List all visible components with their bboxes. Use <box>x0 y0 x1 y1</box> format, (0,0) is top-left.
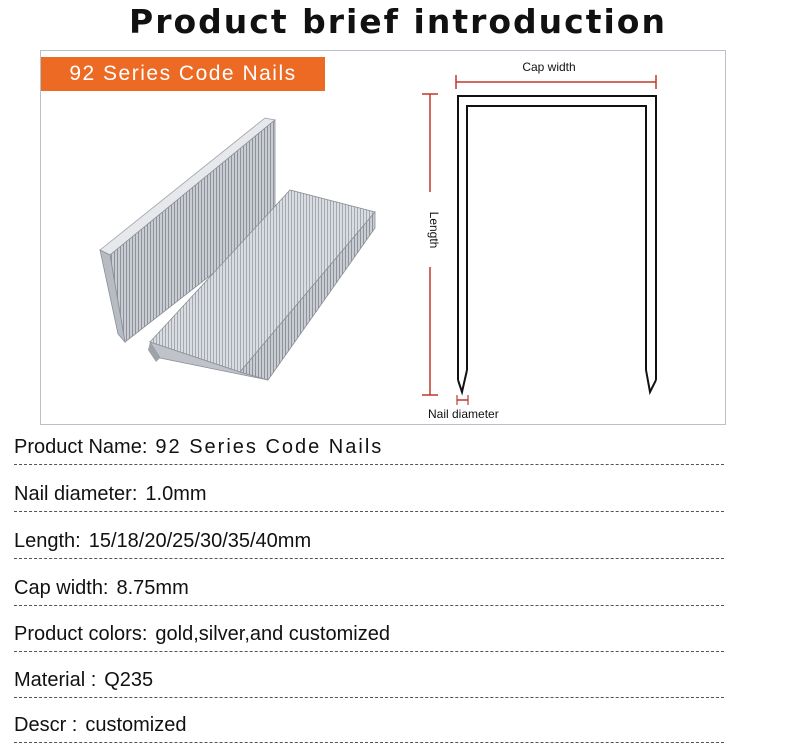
staple-dimension-diagram <box>410 52 710 422</box>
spec-value: 1.0mm <box>145 483 207 505</box>
spec-value: 8.75mm <box>116 577 189 599</box>
spec-label: Cap width: <box>14 577 109 599</box>
cap-width-dimension <box>456 60 656 89</box>
spec-value: 92 Series Code Nails <box>155 436 384 458</box>
spec-label: Product Name: <box>14 436 148 458</box>
spec-value: customized <box>85 714 187 736</box>
spec-value: 15/18/20/25/30/35/40mm <box>88 530 312 552</box>
spec-row-description <box>14 714 724 743</box>
length-label: Length <box>427 211 441 249</box>
cap-width-label: Cap width <box>522 60 576 74</box>
spec-row-product-name <box>14 436 724 465</box>
spec-label: Descr : <box>14 714 78 736</box>
staple-strips-image <box>90 110 390 400</box>
nail-diameter-dimension <box>428 395 499 421</box>
length-dimension <box>422 94 441 395</box>
spec-value: gold,silver,and customized <box>155 623 390 645</box>
spec-row-product-colors <box>14 623 724 652</box>
spec-row-cap-width <box>14 577 724 606</box>
spec-row-material <box>14 669 724 698</box>
spec-label: Product colors: <box>14 623 148 645</box>
spec-label: Length: <box>14 530 81 552</box>
spec-label: Material : <box>14 669 97 691</box>
spec-label: Nail diameter: <box>14 483 138 505</box>
spec-row-length <box>14 530 724 559</box>
page-title: Product brief introduction <box>129 2 667 41</box>
nail-diameter-label: Nail diameter <box>428 407 499 421</box>
spec-value: Q235 <box>104 669 154 691</box>
spec-row-nail-diameter <box>14 483 724 512</box>
product-badge: 92 Series Code Nails <box>41 57 325 91</box>
staple-outline <box>458 96 656 392</box>
